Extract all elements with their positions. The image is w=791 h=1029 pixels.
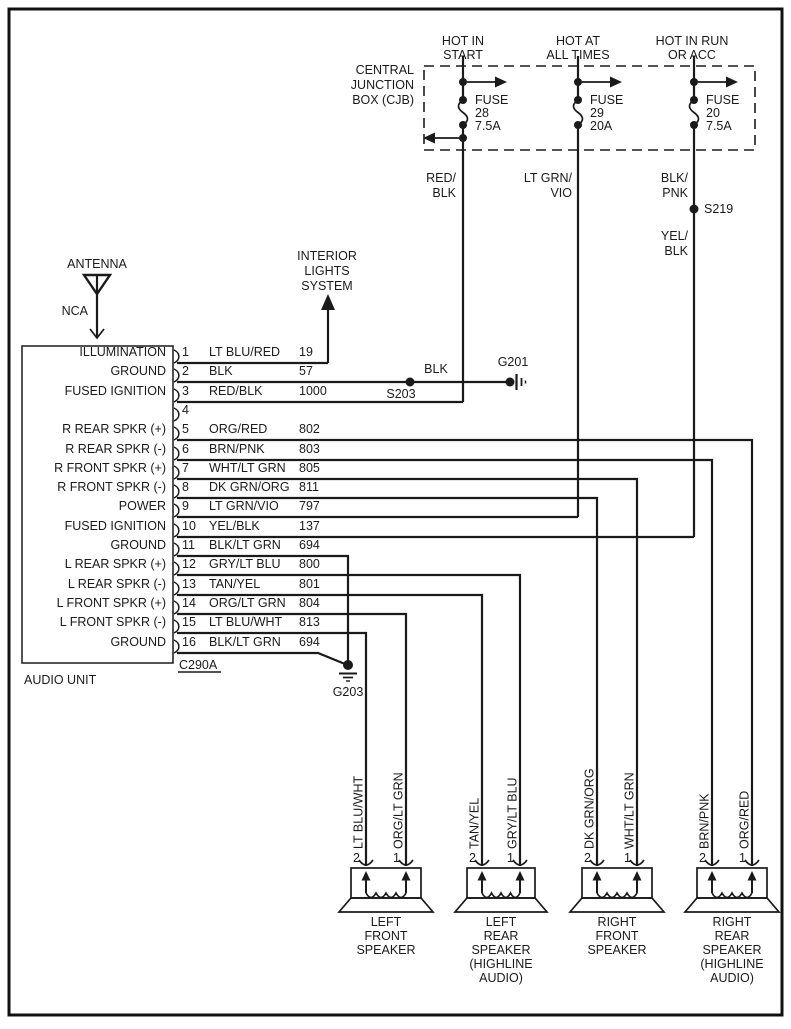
junction-dot <box>690 78 698 86</box>
speaker-left-rear <box>455 777 547 985</box>
speaker-caption: REAR <box>483 929 519 943</box>
wire-color-label: PNK <box>662 186 688 200</box>
pin-function: R FRONT SPKR (+) <box>54 461 166 475</box>
circuit-number: 694 <box>299 538 320 552</box>
up-arrow-icon <box>748 871 757 881</box>
speaker-caption: SPEAKER <box>702 943 762 957</box>
wire-color-label: YEL/ <box>660 229 688 243</box>
cjb-label: JUNCTION <box>350 78 414 92</box>
ground-dot <box>506 378 515 387</box>
junction-dot <box>459 78 467 86</box>
pin-number: 7 <box>182 461 189 475</box>
pin-number: 15 <box>182 615 196 629</box>
circuit-number: 804 <box>299 596 320 610</box>
fuse-number: 20 <box>706 106 720 120</box>
wire-color: LT BLU/RED <box>209 345 281 359</box>
circuit-number: 57 <box>299 364 313 378</box>
pin-number: 1 <box>182 345 189 359</box>
wire-color: WHT/LT GRN <box>209 461 286 475</box>
pin-function: GROUND <box>110 364 166 378</box>
fuse-label: FUSE <box>590 93 624 107</box>
speaker-caption: SPEAKER <box>471 943 531 957</box>
wire-color: YEL/BLK <box>209 519 260 533</box>
feed-header: HOT IN <box>441 34 485 48</box>
wire-color-label: BLK <box>424 362 448 376</box>
pin-function: ILLUMINATION <box>79 345 166 359</box>
right-arrow-icon <box>610 77 622 88</box>
wire-color: BLK/LT GRN <box>209 635 281 649</box>
pin-function: R REAR SPKR (-) <box>65 442 166 456</box>
pin-function: L REAR SPKR (+) <box>64 557 166 571</box>
wire-color-label: VIO <box>550 186 572 200</box>
speaker-wire-label: TAN/YEL <box>467 797 482 849</box>
ground-g203-label: G203 <box>332 685 364 699</box>
feed-header: HOT AT <box>556 34 600 48</box>
speaker-pin-number: 1 <box>624 851 631 865</box>
speaker-pin-number: 2 <box>353 851 360 865</box>
interior-lights-label: INTERIOR <box>297 249 357 263</box>
speaker-wire-label: LT BLU/WHT <box>351 775 366 849</box>
circuit-number: 800 <box>299 557 320 571</box>
speaker-right-rear <box>685 791 779 985</box>
circuit-number: 797 <box>299 499 320 513</box>
speaker-cone-icon <box>570 898 664 912</box>
up-arrow-icon <box>593 871 602 881</box>
speaker-cone-icon <box>339 898 433 912</box>
splice-s219-dot <box>690 205 699 214</box>
circuit-number: 813 <box>299 615 320 629</box>
feed-header: START <box>443 48 483 62</box>
speaker-caption: RIGHT <box>712 915 752 929</box>
circuit-number: 802 <box>299 422 320 436</box>
audio-unit-label: AUDIO UNIT <box>24 673 97 687</box>
speaker-wire-label: GRY/LT BLU <box>505 777 520 849</box>
speaker-pin-number: 1 <box>393 851 400 865</box>
pin-number: 10 <box>182 519 196 533</box>
fuse-rating: 20A <box>590 119 613 133</box>
speaker-wire-label: DK GRN/ORG <box>582 768 597 849</box>
pin-function-labels <box>54 345 166 649</box>
speaker-caption: (HIGHLINE <box>469 957 533 971</box>
pin-function: R REAR SPKR (+) <box>62 422 166 436</box>
speaker-caption: LEFT <box>370 915 402 929</box>
wire-color-label: RED/ <box>426 171 456 185</box>
speaker-pin-number: 1 <box>739 851 746 865</box>
pin-number: 16 <box>182 635 196 649</box>
fuse-rating: 7.5A <box>706 119 732 133</box>
coil-icon <box>482 893 520 898</box>
circuit-number: 805 <box>299 461 320 475</box>
pin-function: R FRONT SPKR (-) <box>57 480 166 494</box>
ground-g203 <box>333 660 364 699</box>
pin-number: 12 <box>182 557 196 571</box>
feed-hot-in-start <box>423 34 508 402</box>
fuse-label: FUSE <box>706 93 740 107</box>
pin-number: 4 <box>182 403 189 417</box>
circuit-number: 803 <box>299 442 320 456</box>
pin-number: 11 <box>182 538 195 552</box>
fuse-number: 29 <box>590 106 604 120</box>
speaker-wire-label: ORG/RED <box>737 790 752 849</box>
central-junction-box <box>351 34 755 537</box>
up-arrow-icon <box>362 871 371 881</box>
ground-dot <box>343 660 353 670</box>
speaker-caption: FRONT <box>364 929 408 943</box>
speaker-pin-number: 1 <box>507 851 514 865</box>
cjb-label: BOX (CJB) <box>352 93 414 107</box>
fuse-rating: 7.5A <box>475 119 501 133</box>
wire-color: ORG/LT GRN <box>209 596 286 610</box>
feed-hot-at-all-times <box>524 34 624 517</box>
pin-sockets <box>174 350 179 653</box>
pin-function: L FRONT SPKR (+) <box>56 596 166 610</box>
pin-function: L REAR SPKR (-) <box>67 577 166 591</box>
circuit-number: 801 <box>299 577 320 591</box>
feed-header: HOT IN RUN <box>655 34 729 48</box>
speaker-caption: FRONT <box>595 929 639 943</box>
speaker-cone-icon <box>685 898 779 912</box>
ground-g201-label: G201 <box>497 355 529 369</box>
pin-number: 3 <box>182 384 189 398</box>
wire-color: ORG/RED <box>209 422 268 436</box>
speaker-left-front <box>339 772 433 957</box>
junction-dot <box>574 78 582 86</box>
circuit-number: 694 <box>299 635 320 649</box>
speaker-pin-number: 2 <box>699 851 706 865</box>
fuse-label: FUSE <box>475 93 509 107</box>
speaker-caption: REAR <box>714 929 750 943</box>
speaker-wire-label: WHT/LT GRN <box>622 772 637 849</box>
speaker-pin-number: 2 <box>469 851 476 865</box>
speaker-caption: RIGHT <box>597 915 637 929</box>
wire-runs <box>177 363 752 866</box>
pin-number: 14 <box>182 596 196 610</box>
speaker-cone-icon <box>455 898 547 912</box>
speaker-right-front <box>570 768 664 957</box>
connector-label-c290a: C290A <box>179 658 218 672</box>
right-arrow-icon <box>495 77 507 88</box>
wire-color-label: BLK/ <box>660 171 688 185</box>
antenna <box>62 257 128 338</box>
wire-color: LT BLU/WHT <box>209 615 283 629</box>
circuit-number: 137 <box>299 519 320 533</box>
antenna-label: ANTENNA <box>67 257 127 271</box>
speaker-caption: AUDIO) <box>710 971 754 985</box>
speaker-caption: LEFT <box>485 915 517 929</box>
splice-dot <box>406 378 415 387</box>
ground-g201 <box>498 355 529 390</box>
speaker-wire-label: ORG/LT GRN <box>391 772 406 849</box>
splice-s203-label: S203 <box>386 387 416 401</box>
wire-color: TAN/YEL <box>209 577 261 591</box>
antenna-circuit-label: NCA <box>61 304 88 318</box>
wire-color: BLK/LT GRN <box>209 538 281 552</box>
speaker-wire-label: BRN/PNK <box>697 793 712 849</box>
feed-hot-in-run-or-acc <box>656 34 740 537</box>
pin-number: 13 <box>182 577 196 591</box>
right-arrow-icon <box>726 77 738 88</box>
wire-color: BLK <box>209 364 233 378</box>
coil-icon <box>712 893 752 898</box>
pin-function: L FRONT SPKR (-) <box>59 615 166 629</box>
fuse-number: 28 <box>475 106 489 120</box>
interior-lights-label: LIGHTS <box>304 264 350 278</box>
wire-color: RED/BLK <box>209 384 263 398</box>
splice-s219-label: S219 <box>704 202 734 216</box>
wire-color-label: LT GRN/ <box>523 171 572 185</box>
wire-color-label: BLK <box>664 244 688 258</box>
pin-number: 2 <box>182 364 189 378</box>
pin-number: 5 <box>182 422 189 436</box>
speaker-caption: AUDIO) <box>479 971 523 985</box>
pin-function: FUSED IGNITION <box>64 384 166 398</box>
coil-icon <box>366 893 406 898</box>
pin-function: FUSED IGNITION <box>64 519 166 533</box>
pin-function: GROUND <box>110 538 166 552</box>
wire-color: LT GRN/VIO <box>209 499 279 513</box>
cjb-label: CENTRAL <box>355 63 414 77</box>
wire-color: GRY/LT BLU <box>209 557 281 571</box>
pin-number: 8 <box>182 480 189 494</box>
up-arrow-icon <box>516 871 525 881</box>
interior-lights-label: SYSTEM <box>301 279 353 293</box>
speaker-caption: SPEAKER <box>587 943 647 957</box>
wire-color-label: BLK <box>432 186 456 200</box>
feed-header: ALL TIMES <box>546 48 610 62</box>
circuit-number: 1000 <box>299 384 327 398</box>
pin-function: POWER <box>118 499 166 513</box>
up-arrow-icon <box>708 871 717 881</box>
pin-number: 6 <box>182 442 189 456</box>
coil-icon <box>597 893 637 898</box>
feed-header: OR ACC <box>668 48 716 62</box>
circuit-number: 19 <box>299 345 313 359</box>
wire-color: BRN/PNK <box>209 442 265 456</box>
up-arrow-icon <box>402 871 411 881</box>
pin-function: GROUND <box>110 635 166 649</box>
pin-number: 9 <box>182 499 189 513</box>
wire-color: DK GRN/ORG <box>209 480 290 494</box>
circuit-number: 811 <box>299 480 319 494</box>
speaker-pin-number: 2 <box>584 851 591 865</box>
speaker-caption: SPEAKER <box>356 943 416 957</box>
up-arrow-icon <box>633 871 642 881</box>
up-arrow-icon <box>478 871 487 881</box>
speaker-caption: (HIGHLINE <box>700 957 764 971</box>
